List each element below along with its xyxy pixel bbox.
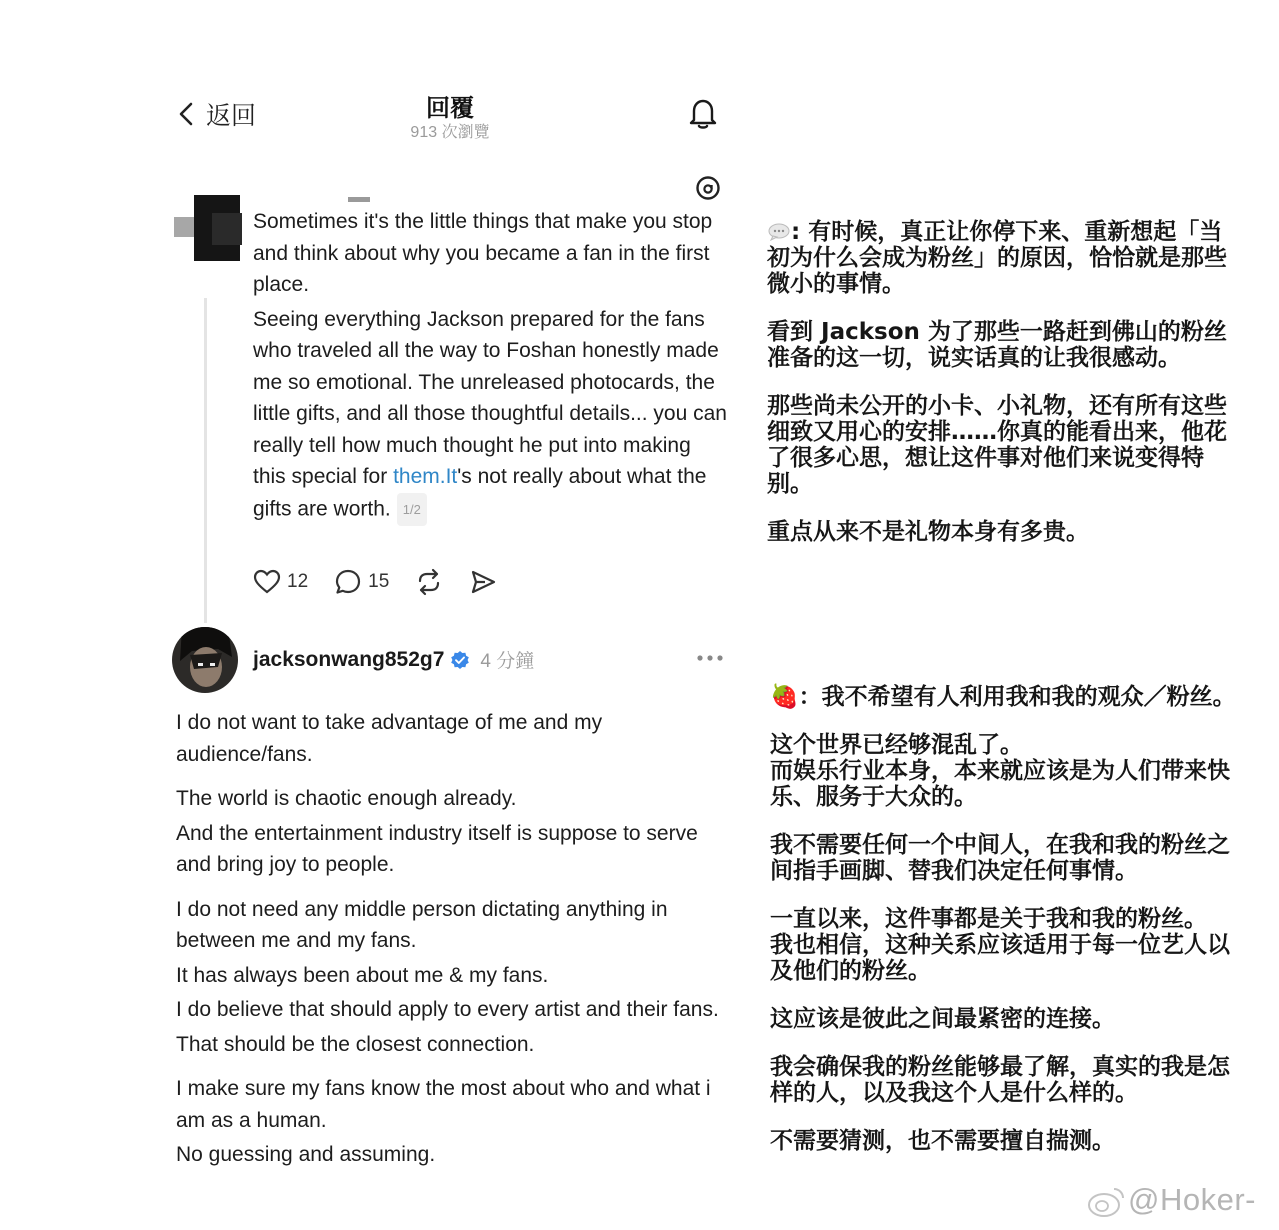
translation-line: 而娱乐行业本身，本来就应该是为人们带来快乐、服务于大众的。 bbox=[770, 758, 1230, 810]
translation-line: 这个世界已经够混乱了。 bbox=[770, 732, 1023, 758]
translation-line: 我不需要任何一个中间人，在我和我的粉丝之间指手画脚、替我们决定任何事情。 bbox=[770, 832, 1230, 884]
translation-line: 🍓：我不希望有人利用我和我的观众／粉丝。 bbox=[770, 684, 1236, 710]
weibo-logo-icon bbox=[1086, 1185, 1126, 1219]
post-paragraph-1: Sometimes it's the little things that make you stop and think about why you became a fan in the first place. bbox=[253, 210, 713, 296]
post-text-end: 's not really about what the gifts are worth. bbox=[253, 465, 707, 520]
comment-icon bbox=[334, 568, 362, 596]
thread-connector bbox=[204, 298, 207, 623]
reply-line: I do believe that should apply to every artist and their fans. bbox=[176, 998, 719, 1021]
post-body bbox=[253, 206, 728, 526]
translation-line: 这应该是彼此之间最紧密的连接。 bbox=[770, 1006, 1115, 1032]
send-icon bbox=[469, 568, 497, 596]
reply-avatar[interactable] bbox=[172, 627, 238, 693]
post-text: Seeing everything Jackson prepared for the fans who traveled all the way to Foshan honestly made me so emotional. The unreleased photocards, the little gifts, and all those thoughtful details... you can really tell how much thought he put into making this special for bbox=[253, 307, 727, 488]
translation-reply bbox=[770, 684, 1240, 1154]
bell-icon[interactable] bbox=[686, 96, 720, 130]
like-button[interactable] bbox=[253, 568, 308, 596]
reply-line: I do not want to take advantage of me and my audience/fans. bbox=[176, 711, 603, 766]
translation-line: 一直以来，这件事都是关于我和我的粉丝。 bbox=[770, 906, 1207, 932]
page-title: 回覆 bbox=[426, 95, 474, 122]
translation-line: 重点从来不是礼物本身有多贵。 bbox=[767, 519, 1089, 545]
translation-line: 我也相信，这种关系应该适用于每一位艺人以及他们的粉丝。 bbox=[770, 932, 1230, 984]
translation-line bbox=[767, 219, 1237, 297]
reply-body bbox=[176, 707, 731, 1171]
like-count: 12 bbox=[287, 571, 309, 592]
watermark: @Hoker- bbox=[1128, 1182, 1256, 1217]
post-link[interactable]: them.It bbox=[393, 465, 458, 488]
reply-line: And the entertainment industry itself is suppose to serve and bring joy to people. bbox=[176, 821, 698, 876]
share-button[interactable] bbox=[469, 568, 497, 596]
repost-button[interactable] bbox=[415, 568, 443, 596]
comment-button[interactable] bbox=[334, 568, 389, 596]
avatar[interactable] bbox=[174, 193, 242, 263]
chevron-left-icon bbox=[176, 101, 198, 127]
translation-line: 那些尚未公开的小卡、小礼物，还有所有这些细致又用心的安排……你真的能看出来，他花了很多心思，想让这件事对他们来说变得特别。 bbox=[767, 393, 1227, 497]
more-options-icon[interactable] bbox=[696, 648, 724, 668]
back-label: 返回 bbox=[206, 102, 257, 130]
reply-line: The world is chaotic enough already. bbox=[176, 787, 517, 810]
threads-icon[interactable] bbox=[695, 175, 721, 201]
translation-post bbox=[767, 219, 1237, 545]
redacted-username-bar bbox=[348, 197, 370, 202]
heart-icon bbox=[253, 568, 281, 596]
reply-line: No guessing and assuming. bbox=[176, 1143, 436, 1166]
verified-badge-icon bbox=[450, 650, 470, 670]
translation-text: : 有时候，真正让你停下来、重新想起「当初为什么会成为粉丝」的原因，恰恰就是那些微小的事情。 bbox=[767, 219, 1227, 297]
reply-line: That should be the closest connection. bbox=[176, 1032, 535, 1056]
translation-line: 不需要猜测，也不需要擅自揣测。 bbox=[770, 1128, 1115, 1154]
repost-icon bbox=[415, 568, 443, 596]
translation-line: 看到 Jackson 为了那些一路赶到佛山的粉丝准备的这一切，说实话真的让我很感动。 bbox=[767, 319, 1227, 371]
comment-count: 15 bbox=[368, 571, 390, 592]
reply-username[interactable]: jacksonwang852g7 bbox=[253, 647, 445, 671]
page-indicator[interactable]: 1/2 bbox=[397, 493, 427, 527]
speech-bubble-icon bbox=[767, 223, 791, 241]
reply-line: I do not need any middle person dictating anything in between me and my fans. bbox=[176, 897, 668, 952]
reply-time: 4 分鐘 bbox=[480, 651, 535, 672]
reply-line: I make sure my fans know the most about who and what i am as a human. bbox=[176, 1077, 711, 1132]
post-actions bbox=[253, 568, 523, 596]
view-count: 913 次瀏覽 bbox=[410, 124, 490, 141]
back-button[interactable] bbox=[176, 96, 256, 132]
reply-line: It has always been about me & my fans. bbox=[176, 963, 549, 987]
reply-header bbox=[253, 646, 534, 673]
translation-line: 我会确保我的粉丝能够最了解，真实的我是怎样的人，以及我这个人是什么样的。 bbox=[770, 1054, 1230, 1106]
post-paragraph-2 bbox=[253, 304, 728, 527]
